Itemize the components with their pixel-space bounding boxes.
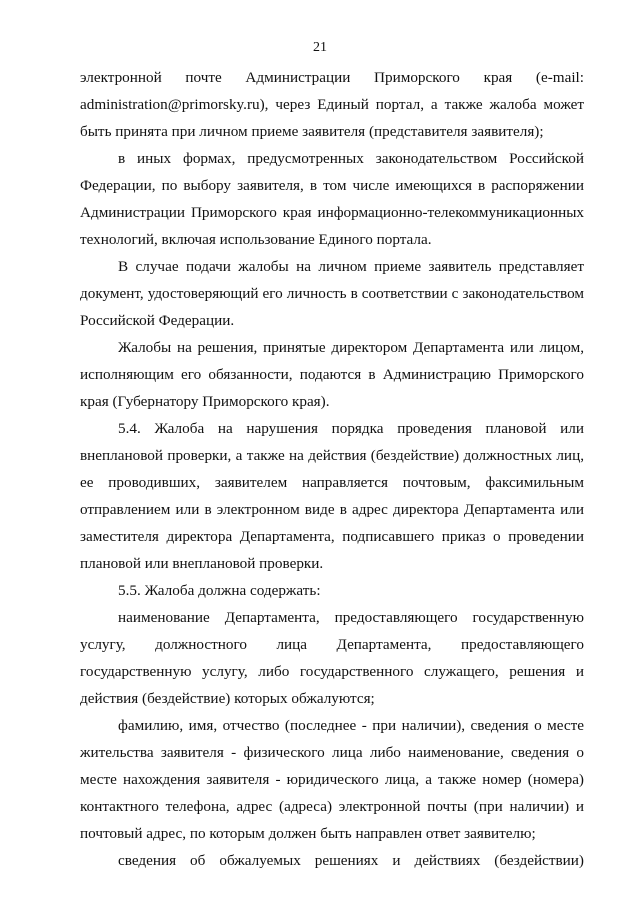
paragraph-applicant-details: фамилию, имя, отчество (последнее - при наличии), сведения о месте жительства заявителя - физического лица либо наименование, сведения о месте нахождения заявителя - юридического лица, а также номер (номера) контактного телефона, адрес (адреса) электронной почты (при наличии) и почтовый адрес, по которым должен быть направлен ответ заявителю; bbox=[80, 717, 584, 842]
paragraph-5-4: 5.4. Жалоба на нарушения порядка проведения плановой или внеплановой проверки, а также на действия (бездействие) должностных лиц, ее проводивших, заявителем направляется почтовым, факсимильным отправлением или в электронном виде в адрес директора Департамента или заместителя директора Департамента, подписавшего приказ о проведении плановой или внеплановой проверки. bbox=[80, 420, 584, 572]
paragraph-director-decisions: Жалобы на решения, принятые директором Департамента или лицом, исполняющим его обязанности, подаются в Администрацию Приморского края (Губернатору Приморского края). bbox=[80, 339, 584, 410]
page-number: 21 bbox=[313, 40, 327, 55]
paragraph-other-forms: в иных формах, предусмотренных законодательством Российской Федерации, по выбору заявителя, в том числе имеющихся в распоряжении Администрации Приморского края информационно-телекоммуникационных технологий, включая использование Единого портала. bbox=[80, 150, 584, 248]
document-body bbox=[80, 64, 584, 874]
paragraph-department-name: наименование Департамента, предоставляющего государственную услугу, должностного лица Департамента, предоставляющего государственную услугу, либо государственного служащего, решения и действия (бездействие) которых обжалуются; bbox=[80, 609, 584, 707]
paragraph-email-submission: электронной почте Администрации Приморского края (e-mail: administration@primorsky.ru), через Единый портал, а также жалоба может быть принята при личном приеме заявителя (представителя заявителя); bbox=[80, 69, 584, 140]
paragraph-personal-reception: В случае подачи жалобы на личном приеме заявитель представляет документ, удостоверяющий его личность в соответствии с законодательством Российской Федерации. bbox=[80, 258, 584, 329]
paragraph-5-5-heading: 5.5. Жалоба должна содержать: bbox=[118, 582, 321, 599]
paragraph-appealed-decisions: сведения об обжалуемых решениях и действиях (бездействии) bbox=[118, 852, 584, 869]
